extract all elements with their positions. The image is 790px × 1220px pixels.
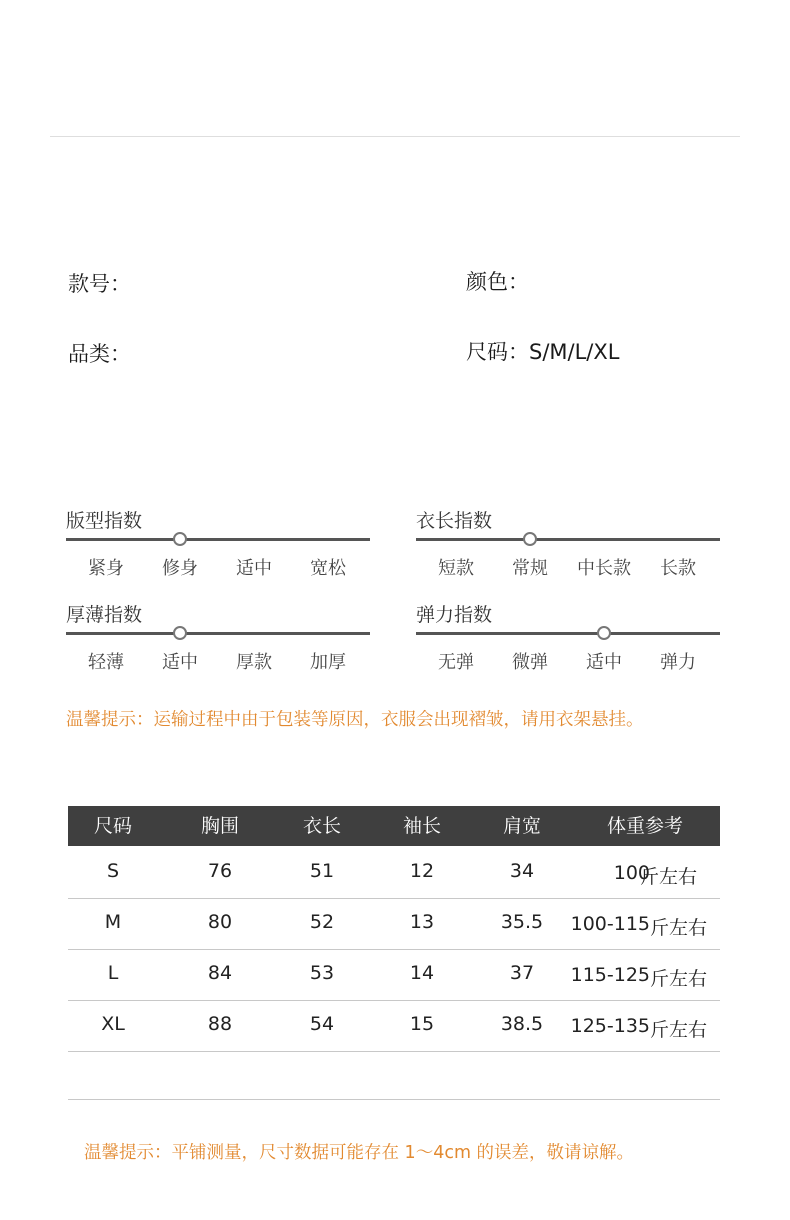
bottom-divider [68,1099,720,1100]
cell-sleeve: 13 [409,911,435,933]
cell-bust: 84 [207,962,233,984]
row-divider [68,898,720,899]
index-option: 常规 [512,558,548,579]
index-option: 中长款 [577,558,631,579]
index-track [66,632,370,635]
cell-length: 53 [309,962,335,984]
cell-shoulder: 38.5 [500,1013,544,1035]
index-title: 衣长指数 [416,510,493,532]
index-knob [173,532,187,546]
index-option: 加厚 [310,652,346,673]
color-label: 颜色： [466,270,529,294]
cell-weight-unit: 斤左右 [650,968,708,990]
index-option: 厚款 [236,652,272,673]
index-knob [523,532,537,546]
row-divider [68,1051,720,1052]
cell-size: M [104,911,122,933]
cell-bust: 88 [207,1013,233,1035]
index-title: 厚薄指数 [66,604,143,626]
index-knob [173,626,187,640]
size-label: 尺码：S/M/L/XL [466,340,620,364]
cell-sleeve: 14 [409,962,435,984]
header-size: 尺码 [93,815,132,837]
cell-sleeve: 15 [409,1013,435,1035]
index-option: 无弹 [438,652,474,673]
cell-weight: 125-135 [570,1015,650,1037]
cell-shoulder: 34 [509,860,535,882]
cell-size: L [107,962,119,984]
category-label: 品类： [68,342,131,366]
index-option: 紧身 [88,558,124,579]
index-track [416,632,720,635]
top-divider [50,136,740,137]
cell-length: 51 [309,860,335,882]
header-weight: 体重参考 [606,815,683,837]
header-sleeve: 袖长 [402,815,441,837]
cell-size: XL [101,1013,125,1035]
header-shoulder: 肩宽 [502,815,541,837]
index-title: 弹力指数 [416,604,493,626]
index-option: 宽松 [310,558,346,579]
style-number-label: 款号： [68,272,131,296]
cell-weight-unit: 斤左右 [650,1019,708,1041]
index-track [416,538,720,541]
cell-bust: 76 [207,860,233,882]
cell-weight-unit: 斤左右 [650,917,708,939]
index-option: 适中 [586,652,622,673]
index-option: 适中 [162,652,198,673]
cell-size: S [106,860,120,882]
cell-sleeve: 12 [409,860,435,882]
index-option: 修身 [162,558,198,579]
cell-bust: 80 [207,911,233,933]
cell-weight-unit: 斤左右 [640,866,698,888]
cell-shoulder: 37 [509,962,535,984]
cell-weight: 115-125 [570,964,650,986]
index-knob [597,626,611,640]
index-option: 长款 [660,558,696,579]
index-title: 版型指数 [66,510,143,532]
index-option: 弹力 [660,652,696,673]
shipping-tip: 温馨提示：运输过程中由于包装等原因，衣服会出现褶皱，请用衣架悬挂。 [66,710,644,730]
measurement-tip: 温馨提示：平铺测量，尺寸数据可能存在 1～4cm 的误差，敬请谅解。 [84,1143,635,1163]
cell-weight: 100 [613,862,650,884]
size-table-header [68,806,720,846]
cell-length: 52 [309,911,335,933]
index-option: 轻薄 [88,652,124,673]
cell-length: 54 [309,1013,335,1035]
cell-weight: 100-115 [570,913,650,935]
cell-shoulder: 35.5 [500,911,544,933]
header-bust: 胸围 [200,815,239,837]
header-length: 衣长 [302,815,341,837]
index-option: 微弹 [512,652,548,673]
row-divider [68,949,720,950]
index-option: 适中 [236,558,272,579]
index-option: 短款 [438,558,474,579]
row-divider [68,1000,720,1001]
index-track [66,538,370,541]
